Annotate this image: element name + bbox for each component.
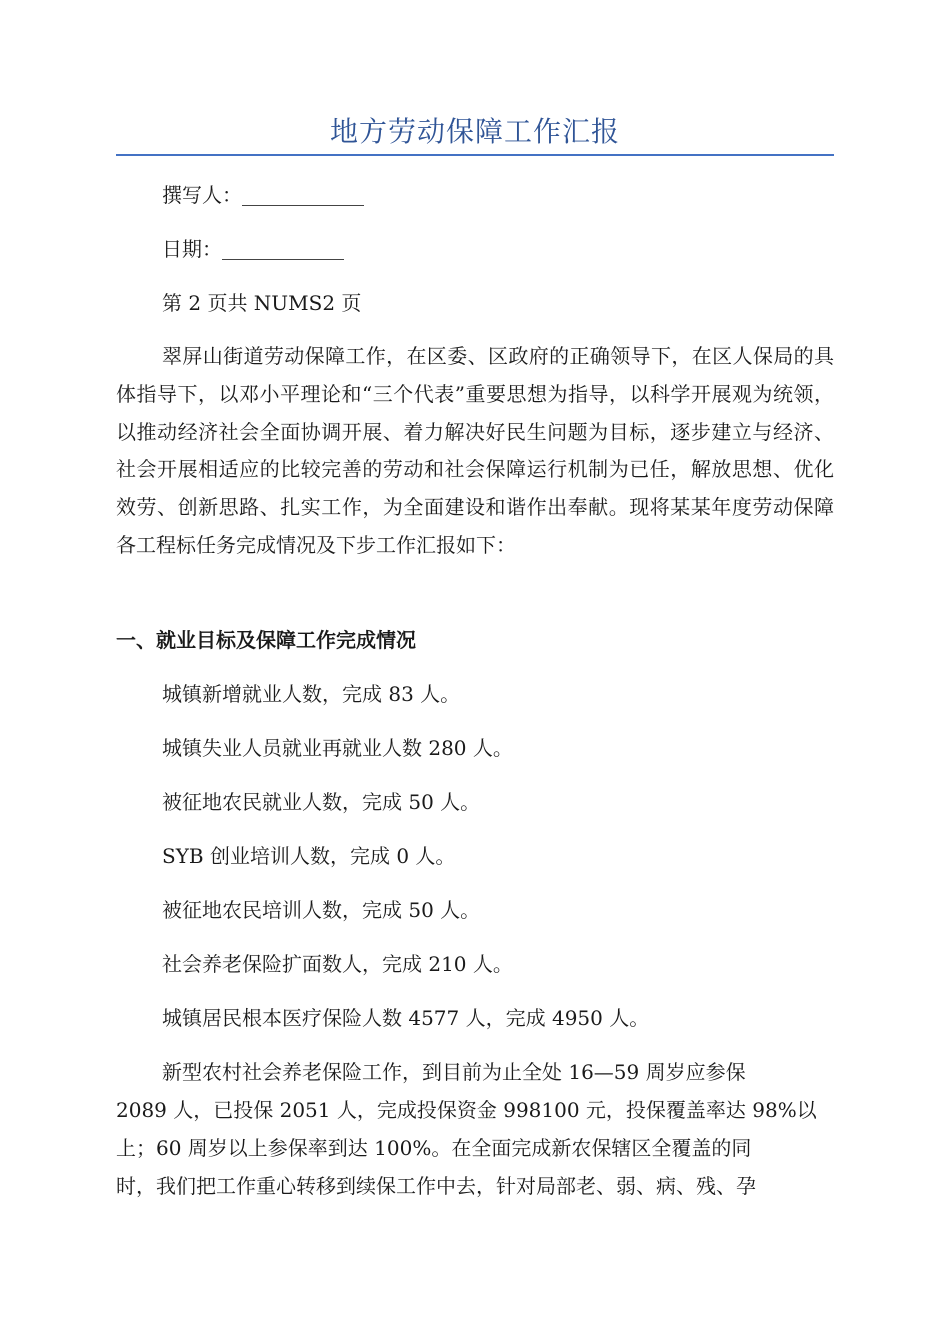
section-heading: 一、就业目标及保障工作完成情况 [116,628,416,652]
rural-paragraph-line: 时，我们把工作重心转移到续保工作中去，针对局部老、弱、病、残、孕 [116,1174,756,1198]
author-blank [242,185,364,206]
date-blank [222,239,344,260]
list-item: 城镇居民根本医疗保险人数 4577 人，完成 4950 人。 [162,1006,650,1030]
date-label: 日期： [162,237,222,261]
list-item: 被征地农民就业人数，完成 50 人。 [162,790,481,814]
intro-paragraph: 翠屏山街道劳动保障工作，在区委、区政府的正确领导下，在区人保局的具体指导下，以邓小平理论和“三个代表”重要思想为指导，以科学开展观为统领，以推动经济社会全面协调开展、着力解决好民生问题为目标，逐步建立与经济、社会开展相适应的比较完善的劳动和社会保障运行机制为已任，解放思想、优化效劳、创新思路、扎实工作，为全面建设和谐作出奉献。现将某某年度劳动保障各工程标任务完成情况及下步工作汇报如下： [116,344,834,557]
rural-paragraph-line: 2089 人，已投保 2051 人，完成投保资金 998100 元，投保覆盖率达 98%以 [116,1098,817,1122]
rural-paragraph-line: 新型农村社会养老保险工作，到目前为止全处 16—59 周岁应参保 [162,1060,746,1084]
list-item: 社会养老保险扩面数人，完成 210 人。 [162,952,513,976]
rural-paragraph-line: 上；60 周岁以上参保率到达 100%。在全面完成新农保辖区全覆盖的同 [116,1136,752,1160]
date-line [162,235,834,263]
title-underline [116,154,834,156]
list-item: 被征地农民培训人数，完成 50 人。 [162,898,481,922]
author-line [162,181,834,209]
list-item: SYB 创业培训人数，完成 0 人。 [162,844,456,868]
page-info: 第 2 页共 NUMS2 页 [162,291,362,315]
author-label: 撰写人： [162,183,242,207]
document-title: 地方劳动保障工作汇报 [329,115,620,148]
list-item: 城镇新增就业人数，完成 83 人。 [162,682,461,706]
list-item: 城镇失业人员就业再就业人数 280 人。 [162,736,513,760]
